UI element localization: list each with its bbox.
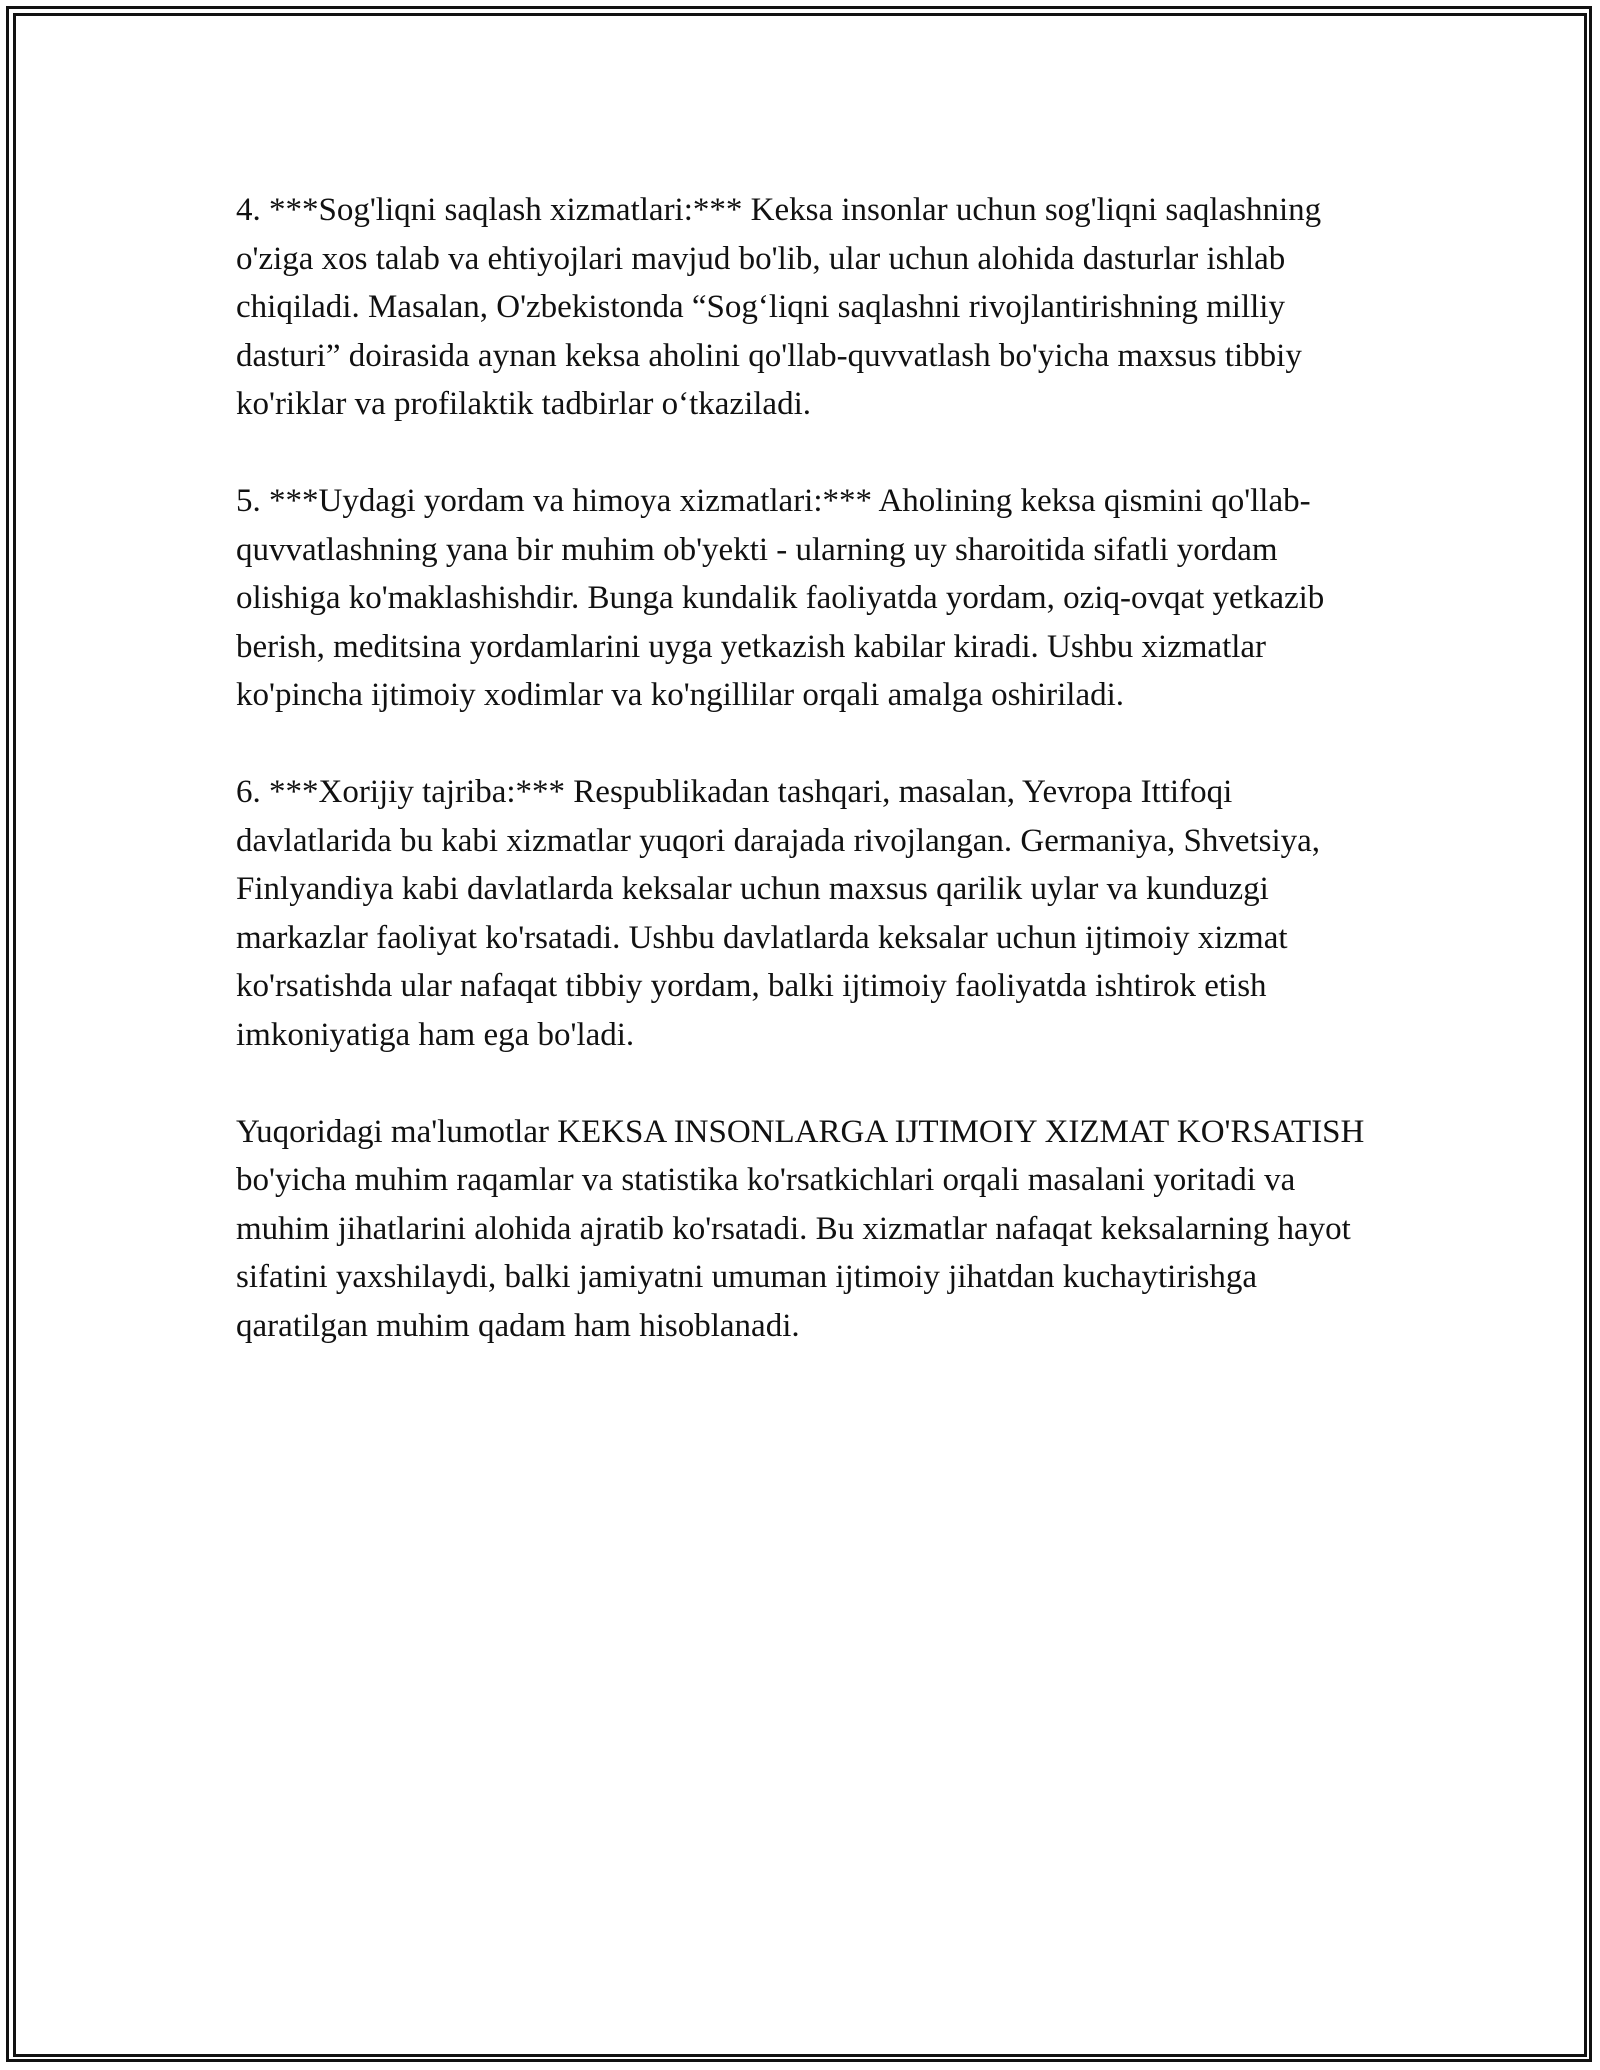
paragraph-foreign-experience: 6. ***Xorijiy tajriba:*** Respublikadan tashqari, masalan, Yevropa Ittifoqi davlatlarida bu kabi xizmatlar yuqori darajada rivojlangan. Germaniya, Shvetsiya, Finlyandiya kabi davlatlarda keksalar uchun maxsus qarilik uylar va kunduzgi markazlar faoliyat ko'rsatadi. Ushbu davlatlarda keksalar uchun ijtimoiy xizmat ko'rsatishda ular nafaqat tibbiy yordam, balki ijtimoiy faoliyatda ishtirok etish imkoniyatiga ham ega bo'ladi.: [236, 774, 1321, 1053]
paragraph-health-services: 4. ***Sog'liqni saqlash xizmatlari:*** Keksa insonlar uchun sog'liqni saqlashning o'ziga xos talab va ehtiyojlari mavjud bo'lib, ular uchun alohida dasturlar ishlab chiqiladi. Masalan, O'zbekistonda “Sog‘liqni saqlashni rivojlantirishning milliy dasturi” doirasida aynan keksa aholini qo'llab-quvvatlash bo'yicha maxsus tibbiy ko'riklar va profilaktik tadbirlar o‘tkaziladi.: [236, 192, 1322, 422]
paragraph-conclusion: Yuqoridagi ma'lumotlar KEKSA INSONLARGA IJTIMOIY XIZMAT KO'RSATISH bo'yicha muhim raqamlar va statistika ko'rsatkichlari orqali masalani yoritadi va muhim jihatlarini alohida ajratib ko'rsatadi. Bu xizmatlar nafaqat keksalarning hayot sifatini yaxshilaydi, balki jamiyatni umuman ijtimoiy jihatdan kuchaytirishga qaratilgan muhim qadam ham hisoblanadi.: [236, 1113, 1365, 1344]
paragraph-home-care-services: 5. ***Uydagi yordam va himoya xizmatlari:*** Aholining keksa qismini qo'llab-quvvatlashning yana bir muhim ob'yekti - ularning uy sharoitida sifatli yordam olishiga ko'maklashishdir. Bunga kundalik faoliyatda yordam, oziq-ovqat yetkazib berish, meditsina yordamlarini uyga yetkazish kabilar kiradi. Ushbu xizmatlar ko'pincha ijtimoiy xodimlar va ko'ngillilar orqali amalga oshiriladi.: [236, 483, 1325, 713]
document-body: [236, 186, 1386, 1399]
